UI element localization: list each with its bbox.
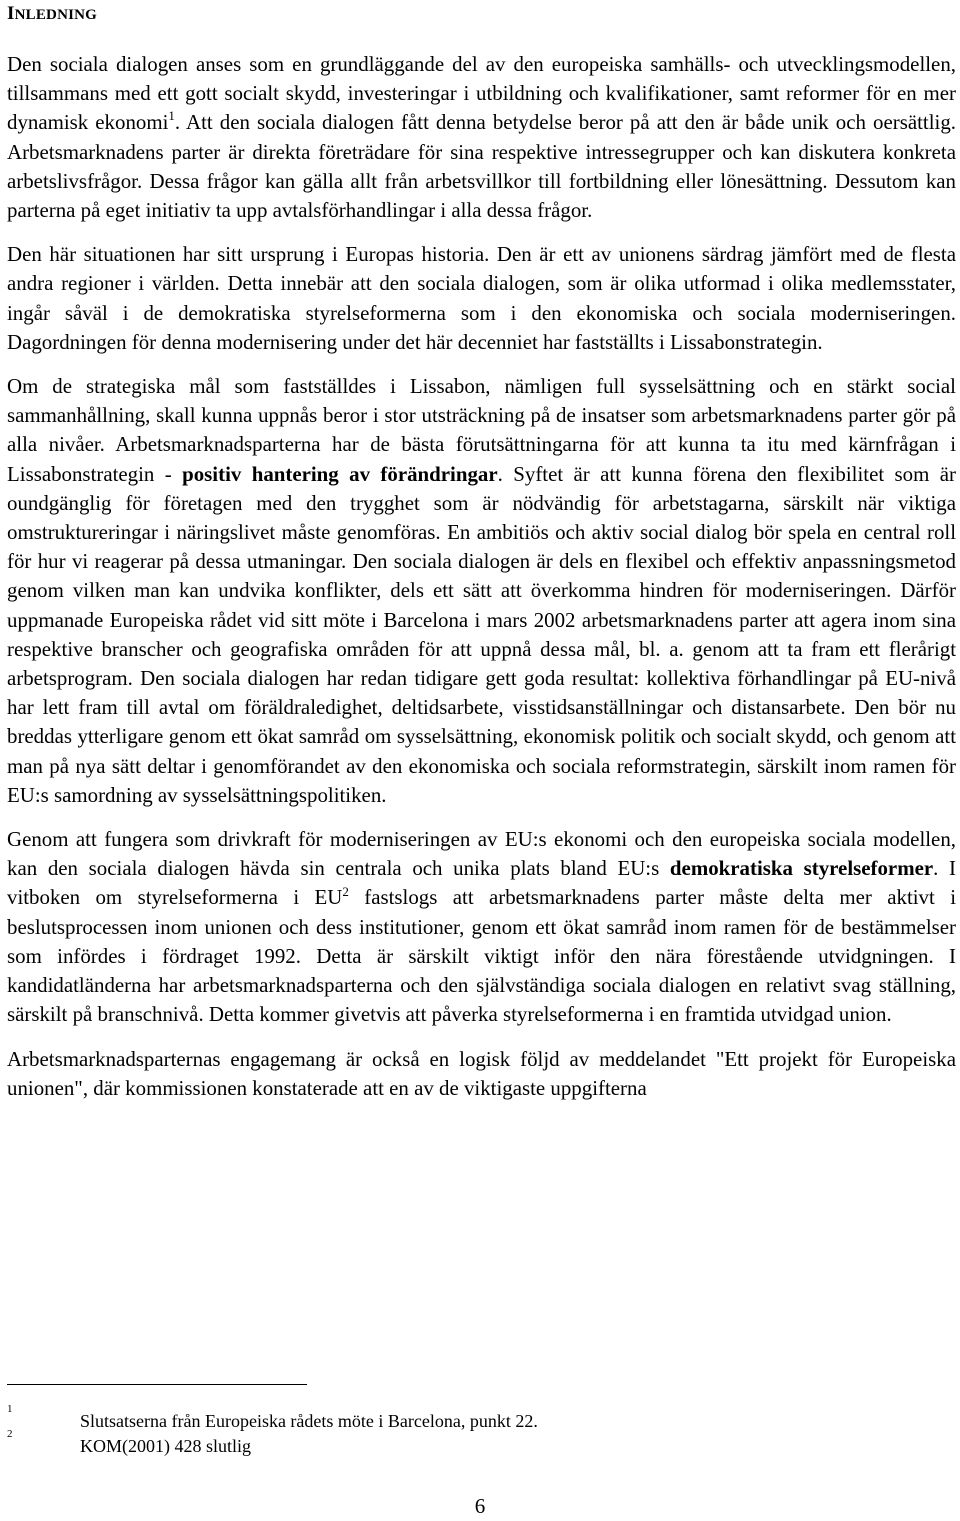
section-heading: [7, 3, 97, 25]
paragraph-3: [7, 372, 956, 810]
paragraph-3-text-a: Om de strategiska mål som fastställdes i Lissabon, nämligen full sysselsättning och en stärkt social sammanhållning, skall kunna uppnås beror i stor utsträckning på de insatser som arbetsmarknadens parter gör på alla nivåer. Arbetsmarknadsparterna har de bästa förutsättningarna för att kunna ta itu med kärnfrågan i Lissabonstrategin -: [7, 374, 956, 486]
heading-initial: I: [7, 3, 15, 24]
paragraph-3-text-b: . Syftet är att kunna förena den flexibilitet som är oundgänglig för företagen med den trygghet som är nödvändig för arbetstagarna, särskilt när viktiga omstruktureringar i näringslivet måste genomföras. En ambitiös och aktiv social dialog bör spela en central roll för hur vi reagerar på dessa utmaningar. Den sociala dialogen är dels en flexibel och effektiv anpassningsmetod genom vilken man kan undvika konflikter, dels ett sätt att överkomma hindren för moderniseringen. Därför uppmanade Europeiska rådet vid sitt möte i Barcelona i mars 2002 arbetsmarknadens parter att agera inom sina respektive branscher och geografiska områden för att uppnå dessa mål, bl. a. genom att ta fram ett flerårigt arbetsprogram. Den sociala dialogen har redan tidigare gett goda resultat: kollektiva förhandlingar på EU-nivå har lett fram till avtal om föräldraledighet, deltidsarbete, visstidsanställningar och distansarbete. Den bör nu breddas ytterligare genom ett ökat samråd om sysselsättning, ekonomisk politik och socialt skydd, och genom att man på nya sätt deltar i genomförandet av den ekonomiska och sociala reformstrategin, särskilt inom ramen för EU:s samordning av sysselsättningspolitiken.: [7, 461, 956, 807]
footnote-separator: [7, 1384, 307, 1385]
footnote-ref-1: 1: [168, 108, 175, 124]
footnote-number: 1: [7, 1403, 13, 1415]
bold-phrase-positive-change: positiv hantering av förändringar: [182, 461, 498, 486]
paragraph-4: [7, 825, 956, 1029]
paragraph-2: Den här situationen har sitt ursprung i Europas historia. Den är ett av unionens särdrag jämfört med de flesta andra regioner i världen. Detta innebär att den sociala dialogen, som är olika utformad i olika medlemsstater, ingår såväl i de demokratiska styrelseformerna som i den ekonomiska och sociala moderniseringen. Dagordningen för denna modernisering under det här decenniet har fastställts i Lissabonstrategin.: [7, 242, 956, 354]
paragraph-4-text-c: fastslogs att arbetsmarknadens parter måste delta mer aktivt i beslutsprocessen inom unionen och dess institutioner, genom ett ökat samråd inom ramen för de bestämmelser som infördes i fördraget 1992. Detta är särskilt viktigt inför den nära förestående utvidgningen. I kandidatländerna har arbetsmarknadsparterna och den självständiga sociala dialogen en relativt svag ställning, särskilt på branschnivå. Detta kommer givetvis att påverka styrelseformerna i en framtida utvidgad union.: [7, 885, 956, 1027]
heading-rest: NLEDNING: [14, 7, 98, 23]
bold-phrase-democratic-governance: demokratiska styrelseformer: [669, 856, 934, 881]
paragraph-5: Arbetsmarknadsparternas engagemang är också en logisk följd av meddelandet "Ett projekt för Europeiska unionen", där kommissionen konstaterade att en av de viktigaste uppgifterna: [7, 1046, 956, 1100]
footnote-text: KOM(2001) 428 slutlig: [80, 1436, 251, 1456]
footnote-ref-2: 2: [342, 883, 349, 899]
paragraph-1: [7, 50, 956, 225]
paragraph-4-text-a: Genom att fungera som drivkraft för moderniseringen av EU:s ekonomi och den europeiska sociala modellen, kan den sociala dialogen hävda sin centrala och unika plats bland EU:s: [7, 827, 956, 881]
page-number: 6: [474, 1494, 486, 1518]
body-text: [7, 50, 956, 1103]
paragraph-1-text-a: Den sociala dialogen anses som en grundläggande del av den europeiska samhälls- och utvecklingsmodellen, tillsammans med ett gott socialt skydd, investeringar i utbildning och kvalifikationer, samt reformer för en mer dynamisk ekonomi: [7, 52, 956, 135]
footnote-number: 2: [7, 1428, 13, 1440]
paragraph-1-text-b: . Att den sociala dialogen fått denna betydelse beror på att den är både unik och oersättlig. Arbetsmarknadens parter är direkta företrädare för sina respektive intressegrupper och kan diskutera konkreta arbetslivsfrågor. Dessa frågor kan gälla allt från arbetsvillkor till fortbildning eller lönesättning. Dessutom kan parterna på eget initiativ ta upp avtalsförhandlingar i alla dessa frågor.: [7, 110, 956, 223]
paragraph-4-text-b: . I vitboken om styrelseformerna i EU: [7, 856, 957, 910]
footnote-text: Slutsatserna från Europeiska rådets möte i Barcelona, punkt 22.: [80, 1411, 538, 1431]
